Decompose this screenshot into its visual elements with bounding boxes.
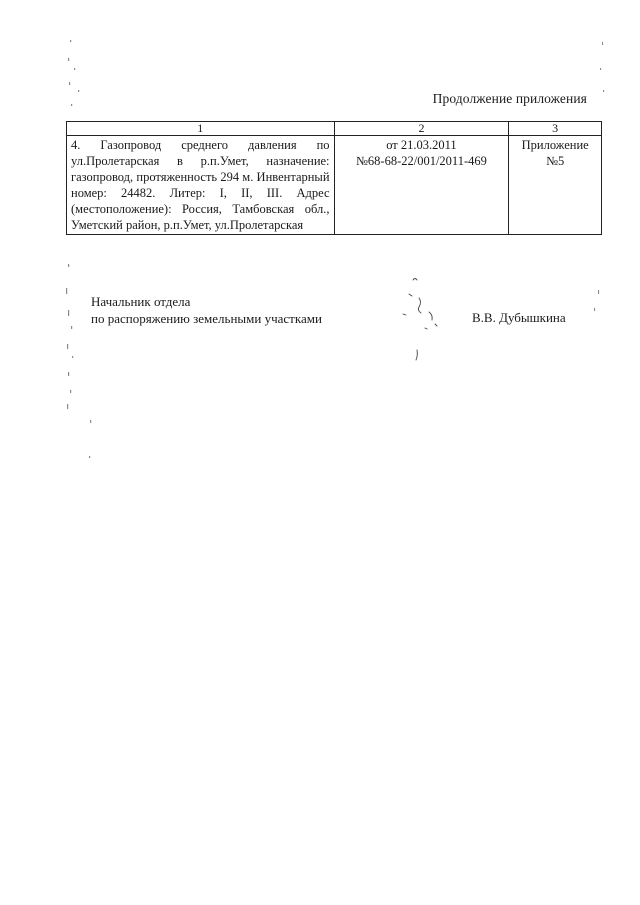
signer-position-line1: Начальник отдела xyxy=(91,294,191,309)
object-description: 4. Газопровод среднего давления по ул.Пролетарская в р.п.Умет, назначение: газопровод, протяженность 294 м. Инвентарный номер: 24482. Литер: I, II, III. Адрес (местоположение): Россия, Тамбовская обл., Уметский район, р.п.Умет, ул.Пролетарская xyxy=(67,136,335,235)
table-row xyxy=(67,136,602,235)
column-header: 3 xyxy=(509,122,602,136)
column-header: 1 xyxy=(67,122,335,136)
registration-number: №68-68-22/001/2011-469 xyxy=(355,154,487,168)
table-header-row xyxy=(67,122,602,136)
scan-right-marks xyxy=(588,40,608,340)
registration-date: от 21.03.2011 xyxy=(386,138,457,152)
annex-number: №5 xyxy=(546,154,565,168)
scan-margin-marks xyxy=(62,38,92,458)
handwritten-signature xyxy=(395,268,465,363)
signer-position-line2: по распоряжению земельными участками xyxy=(91,311,322,326)
column-header: 2 xyxy=(334,122,509,136)
signer-name: В.В. Дубышкина xyxy=(472,310,566,325)
signature-block xyxy=(91,293,322,327)
annex-label: Приложение xyxy=(521,138,589,152)
registration-cell xyxy=(334,136,509,235)
page-header: Продолжение приложения xyxy=(432,91,587,106)
appendix-table xyxy=(66,121,602,235)
